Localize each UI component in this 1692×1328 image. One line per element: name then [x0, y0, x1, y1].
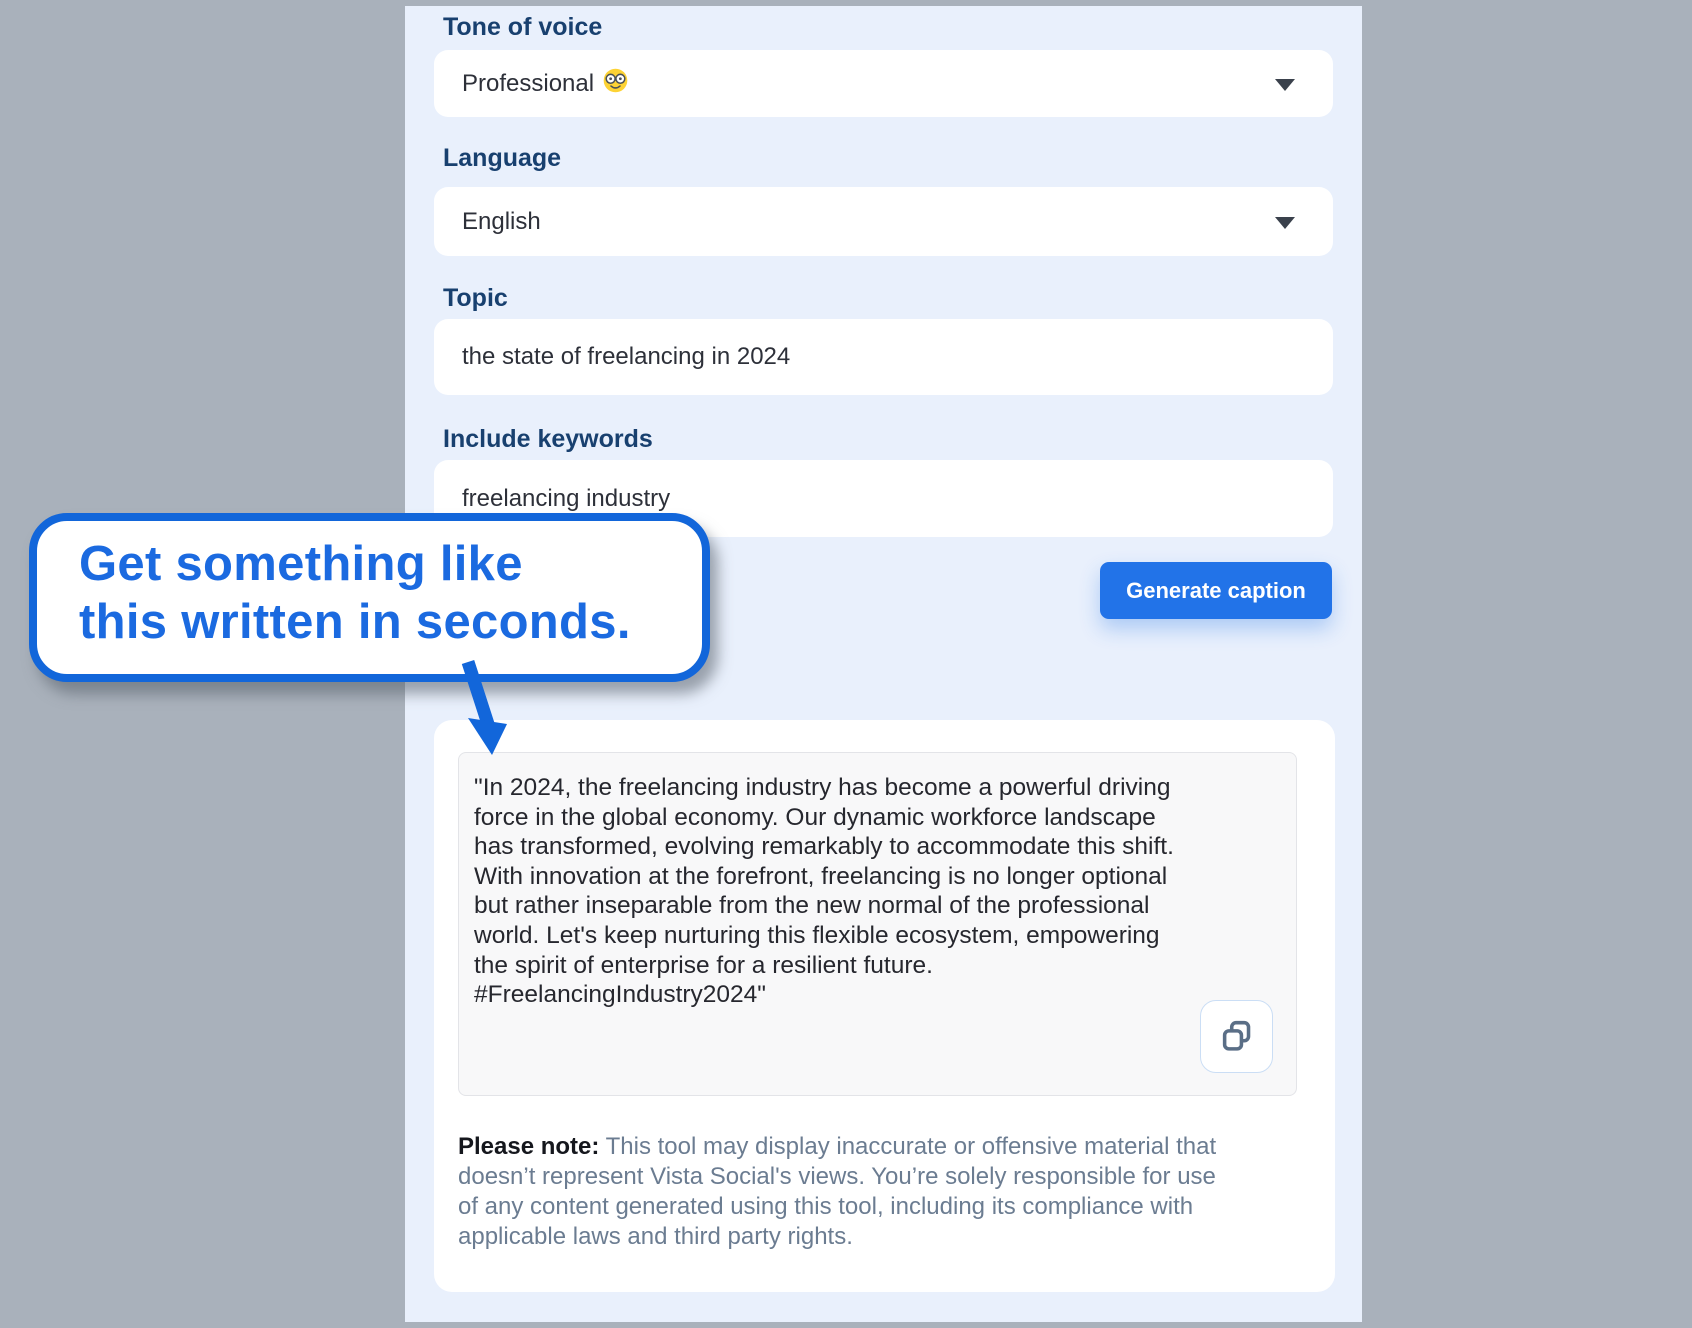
chevron-down-icon [1275, 217, 1295, 229]
language-label: Language [443, 144, 562, 172]
tone-of-voice-select[interactable] [434, 50, 1333, 117]
annotation-callout-bubble [29, 513, 710, 682]
copy-button[interactable] [1200, 1000, 1273, 1073]
language-select[interactable] [434, 187, 1333, 256]
annotation-callout-text: Get something like this written in seconds. [79, 537, 631, 649]
disclaimer-note [458, 1132, 1236, 1252]
include-keywords-label: Include keywords [443, 425, 653, 453]
topic-label: Topic [443, 284, 508, 312]
tone-of-voice-label: Tone of voice [443, 13, 603, 41]
generated-caption-box [458, 752, 1297, 1096]
generate-caption-button[interactable]: Generate caption [1100, 562, 1332, 619]
disclaimer-note-label: Please note: [458, 1133, 600, 1160]
generated-caption-text: "In 2024, the freelancing industry has become a powerful driving force in the global economy. Our dynamic workforce landscape has transformed, evolving remarkably to accommodate this shift. With innovation at the forefront, freelancing is no longer optional but rather inseparable from the new normal of the professional world. Let's keep nurturing this flexible ecosystem, empowering the spirit of enterprise for a resilient future. #FreelancingIndustry2024" [474, 774, 1174, 1009]
tone-of-voice-value: Professional [462, 69, 595, 97]
annotation-arrow-icon [435, 652, 545, 767]
language-value: English [462, 207, 541, 235]
chevron-down-icon [1275, 79, 1295, 91]
copy-icon [1218, 1017, 1255, 1057]
disclaimer-note-text: This tool may display inaccurate or offensive material that doesn’t represent Vista Social's views. You’re solely responsible for use of any content generated using this tool, including its compliance with applicable laws and third party rights. [458, 1133, 1217, 1250]
topic-input[interactable] [434, 319, 1333, 395]
nerd-face-emoji [603, 68, 628, 100]
